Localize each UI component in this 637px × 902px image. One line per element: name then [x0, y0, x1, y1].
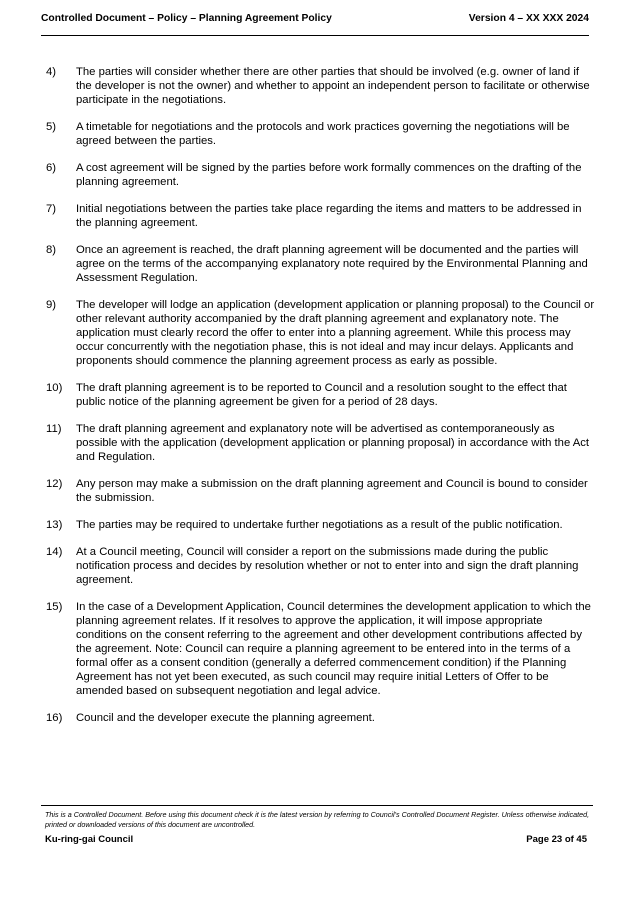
item-number: 13) — [46, 519, 63, 531]
list-item — [46, 202, 596, 230]
list-item — [46, 422, 596, 464]
list-item — [46, 120, 596, 148]
controlled-document-disclaimer: This is a Controlled Document. Before using this document check it is the latest version by referring to Council’s Controlled Document Register. Unless otherwise indicated, printed or downloaded versions of this document are uncontrolled. — [45, 810, 590, 829]
list-item — [46, 545, 596, 587]
item-number: 11) — [46, 423, 62, 435]
page-header — [41, 13, 589, 36]
document-title: Controlled Document – Policy – Planning Agreement Policy — [41, 13, 332, 24]
item-number: 5) — [46, 121, 57, 133]
list-item — [46, 711, 596, 725]
item-text: In the case of a Development Application, Council determines the development application to which the planning agreement relates. If it resolves to approve the application, it will impose appropriate conditions on the consent referring to the agreement and other development contributions affected by the agreement. Note: Council can require a planning agreement to be entered into in the terms of a formal offer as a consent condition (generally a deferred commencement condition) if the Planning Agreement has not yet been executed, as such council may require initial Letters of Offer to be amended based on subsequent negotiation and legal advice. — [76, 601, 591, 697]
item-number: 4) — [46, 66, 57, 78]
list-item — [46, 600, 596, 698]
item-text: A cost agreement will be signed by the parties before work formally commences on the drafting of the planning agreement. — [76, 162, 582, 188]
item-text: The developer will lodge an application (development application or planning proposal) to the Council or other relevant authority accompanied by the draft planning agreement and explanatory note. The application must clearly record the offer to enter into a planning agreement. While this process may occur concurrently with the negotiation phase, this is not ideal and may incur delays. Applicants and proponents should commence the planning agreement process as early as possible. — [76, 299, 595, 367]
item-number: 16) — [46, 712, 63, 724]
item-number: 7) — [46, 203, 57, 215]
item-number: 9) — [46, 299, 57, 311]
item-number: 14) — [46, 546, 63, 558]
list-item — [46, 381, 596, 409]
item-number: 6) — [46, 162, 57, 174]
page-footer — [45, 834, 587, 845]
item-text: Any person may make a submission on the draft planning agreement and Council is bound to consider the submission. — [76, 478, 588, 504]
page-number: Page 23 of 45 — [526, 834, 587, 845]
item-text: At a Council meeting, Council will consider a report on the submissions made during the public notification process and decides by resolution whether or not to enter into and sign the draft planning agreement. — [76, 546, 579, 586]
list-item — [46, 298, 596, 368]
list-item — [46, 518, 596, 532]
list-item — [46, 243, 596, 285]
list-item — [46, 161, 596, 189]
item-text: Once an agreement is reached, the draft planning agreement will be documented and the parties will agree on the terms of the accompanying explanatory note required by the Environmental Planning and Assessment Regulation. — [76, 244, 588, 284]
list-item — [46, 477, 596, 505]
footer-divider — [41, 805, 593, 806]
item-text: The parties may be required to undertake further negotiations as a result of the public notification. — [76, 519, 563, 531]
list-item — [46, 65, 596, 107]
item-number: 8) — [46, 244, 57, 256]
document-version: Version 4 – XX XXX 2024 — [468, 13, 589, 24]
procedure-list — [46, 65, 596, 738]
item-text: The draft planning agreement is to be reported to Council and a resolution sought to the effect that public notice of the planning agreement be given for a period of 28 days. — [76, 382, 567, 408]
item-number: 15) — [46, 601, 63, 613]
item-text: The parties will consider whether there are other parties that should be involved (e.g. owner of land if the developer is not the owner) and whether to appoint an independent person to facilitate or otherwise participate in the negotiations. — [76, 66, 590, 106]
item-number: 10) — [46, 382, 63, 394]
item-number: 12) — [46, 478, 63, 490]
item-text: A timetable for negotiations and the protocols and work practices governing the negotiations will be agreed between the parties. — [76, 121, 570, 147]
item-text: The draft planning agreement and explanatory note will be advertised as contemporaneously as possible with the application (development application or planning proposal) in accordance with the Act and Regulation. — [76, 423, 590, 463]
item-text: Council and the developer execute the planning agreement. — [76, 712, 375, 724]
organization-name: Ku-ring-gai Council — [45, 834, 134, 845]
item-text: Initial negotiations between the parties take place regarding the items and matters to be addressed in the planning agreement. — [76, 203, 582, 229]
